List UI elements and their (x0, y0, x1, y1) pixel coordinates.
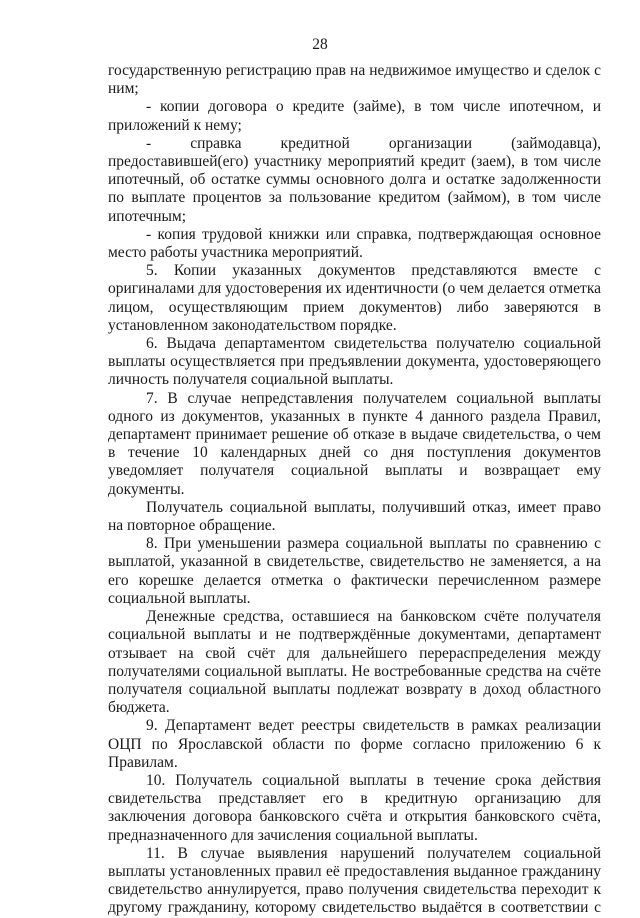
paragraph-refusal-right: Получатель социальной выплаты, получивший отказ, имеет право на повторное обращение. (108, 498, 601, 535)
paragraph-item-10: 10. Получатель социальной выплаты в течение срока действия свидетельства представляет его в кредитную организацию для заключения договора банковского счёта и открытия банковского счёта, предназначенного для зачисления социальной выплаты. (108, 771, 601, 844)
paragraph-credit-institution-certificate: - справка кредитной организации (займодавца), предоставившей(его) участнику мероприятий кредит (заем), в том числе ипотечный, об остатке суммы основного долга и остатке задолженности по выплате процентов за пользование кредитом (займом), в том числе ипотечным; (108, 134, 601, 225)
paragraph-item-8: 8. При уменьшении размера социальной выплаты по сравнению с выплатой, указанной в свидетельстве, свидетельство не заменяется, а на его корешке делается отметка о фактически перечисленном размере социальной выплаты. (108, 535, 601, 607)
paragraph-item-7: 7. В случае непредставления получателем социальной выплаты одного из документов, указанных в пункте 4 данного раздела Правил, департамент принимает решение об отказе в выдаче свидетельства, о чем в течение 10 календарных дней со дня поступления документов уведомляет получателя социальной выплаты и возвращает ему документы. (108, 389, 601, 498)
document-body (108, 62, 601, 918)
paragraph-item-9: 9. Департамент ведет реестры свидетельств в рамках реализации ОЦП по Ярославской области по форме согласно приложению 6 к Правилам. (108, 717, 601, 771)
paragraph-loan-agreement-copy: - копии договора о кредите (займе), в том числе ипотечном, и приложений к нему; (108, 98, 601, 134)
paragraph-registration-tail: государственную регистрацию прав на недвижимое имущество и сделок с ним; (108, 62, 601, 98)
paragraph-unconfirmed-funds: Денежные средства, оставшиеся на банковском счёте получателя социальной выплаты и не подтверждённые документами, департамент отзывает на свой счёт для дальнейшего перераспределения между получателями социальной выплаты. Не востребованные средства на счёте получателя социальной выплаты подлежат возврату в доход областного бюджета. (108, 608, 601, 717)
page-number: 28 (312, 36, 328, 53)
paragraph-employment-record-copy: - копия трудовой книжки или справка, подтверждающая основное место работы участника мероприятий. (108, 225, 601, 262)
paragraph-item-6: 6. Выдача департаментом свидетельства получателю социальной выплаты осуществляется при предъявлении документа, удостоверяющего личность получателя социальной выплаты. (108, 335, 601, 389)
paragraph-item-11: 11. В случае выявления нарушений получателем социальной выплаты установленных правил её предоставления выданное гражданину свидетельство аннулируется, право получения свидетельства переходит к другому гражданину, которому свидетельство выдаётся в соответствии с (108, 844, 601, 917)
paragraph-item-5: 5. Копии указанных документов представляются вместе с оригиналами для удостоверения их идентичности (о чем делается отметка лицом, осуществляющим прием документов) либо заверяются в установленном законодательством порядке. (108, 262, 601, 334)
